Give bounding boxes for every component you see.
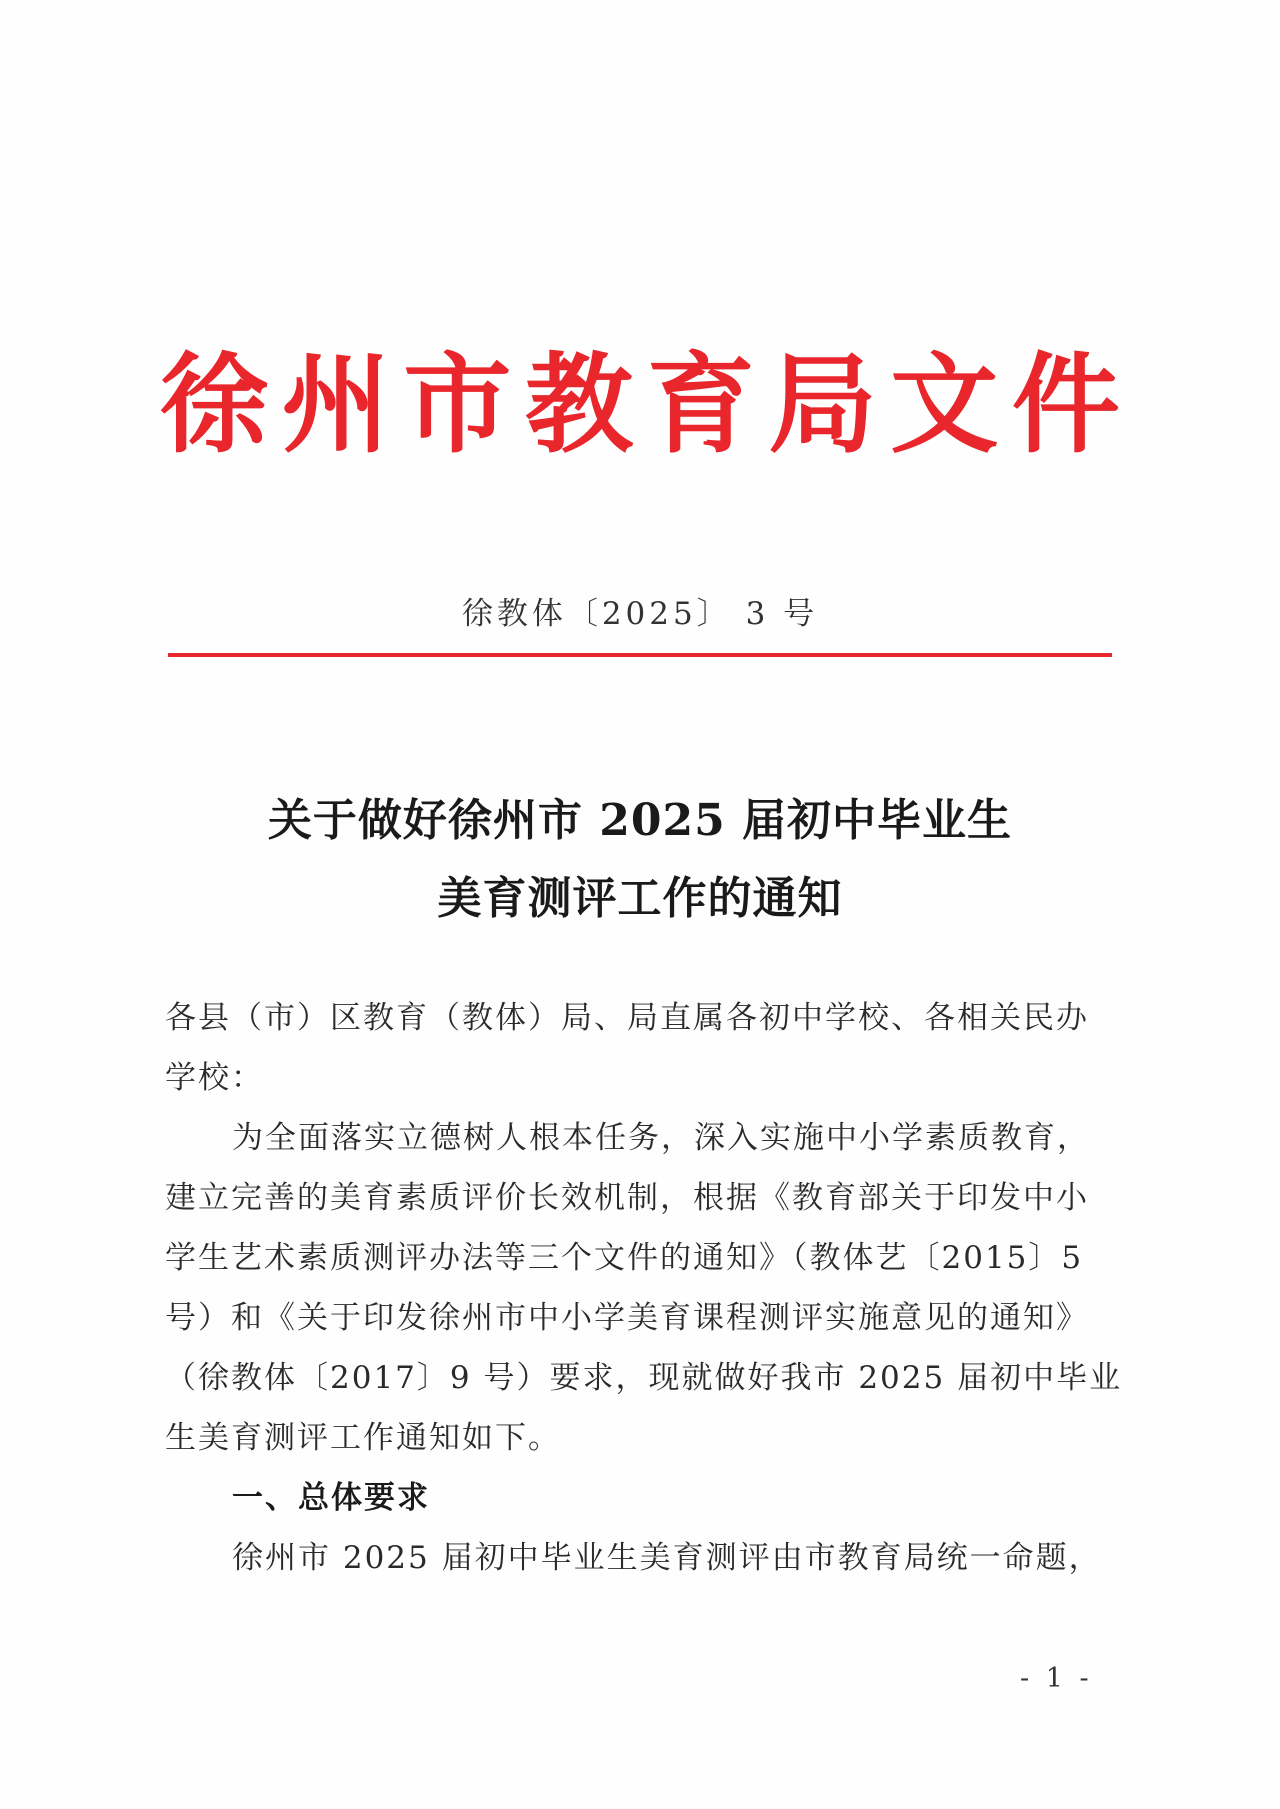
- paragraph-line: 号）和《关于印发徐州市中小学美育课程测评实施意见的通知》: [165, 1300, 1089, 1336]
- paragraph-line: （徐教体〔2017〕9 号）要求，现就做好我市 2025 届初中毕业: [165, 1360, 1123, 1396]
- masthead-char: 教: [525, 342, 634, 468]
- masthead-char: 市: [403, 342, 512, 468]
- addressee-line-1: 各县（市）区教育（教体）局、局直属各初中学校、各相关民办: [165, 1000, 1089, 1036]
- masthead-char: 州: [281, 342, 390, 468]
- paragraph-line: 学生艺术素质测评办法等三个文件的通知》（教体艺〔2015〕5: [165, 1240, 1084, 1276]
- masthead-title: [160, 330, 1120, 480]
- notice-title-line-1: 关于做好徐州市 2025 届初中毕业生: [267, 795, 1013, 846]
- masthead-char: 文: [890, 342, 999, 468]
- red-separator-line: [168, 653, 1112, 657]
- paragraph-line: 为全面落实立德树人根本任务，深入实施中小学素质教育，: [232, 1120, 1090, 1156]
- section-heading: 一、总体要求: [232, 1480, 430, 1516]
- document-number: 徐教体〔2025〕 3 号: [461, 596, 819, 632]
- paragraph-line: 建立完善的美育素质评价长效机制，根据《教育部关于印发中小: [165, 1180, 1089, 1216]
- notice-title-line-2: 美育测评工作的通知: [437, 873, 843, 924]
- addressee-line-2: 学校：: [165, 1060, 264, 1096]
- section-first-line: 徐州市 2025 届初中毕业生美育测评由市教育局统一命题，: [232, 1540, 1102, 1576]
- page-number: - 1 -: [1020, 1663, 1093, 1694]
- masthead-char: 局: [768, 342, 877, 468]
- masthead-char: 育: [646, 342, 755, 468]
- masthead-char: 件: [1011, 342, 1120, 468]
- paragraph-line: 生美育测评工作通知如下。: [165, 1420, 561, 1456]
- masthead-char: 徐: [160, 342, 269, 468]
